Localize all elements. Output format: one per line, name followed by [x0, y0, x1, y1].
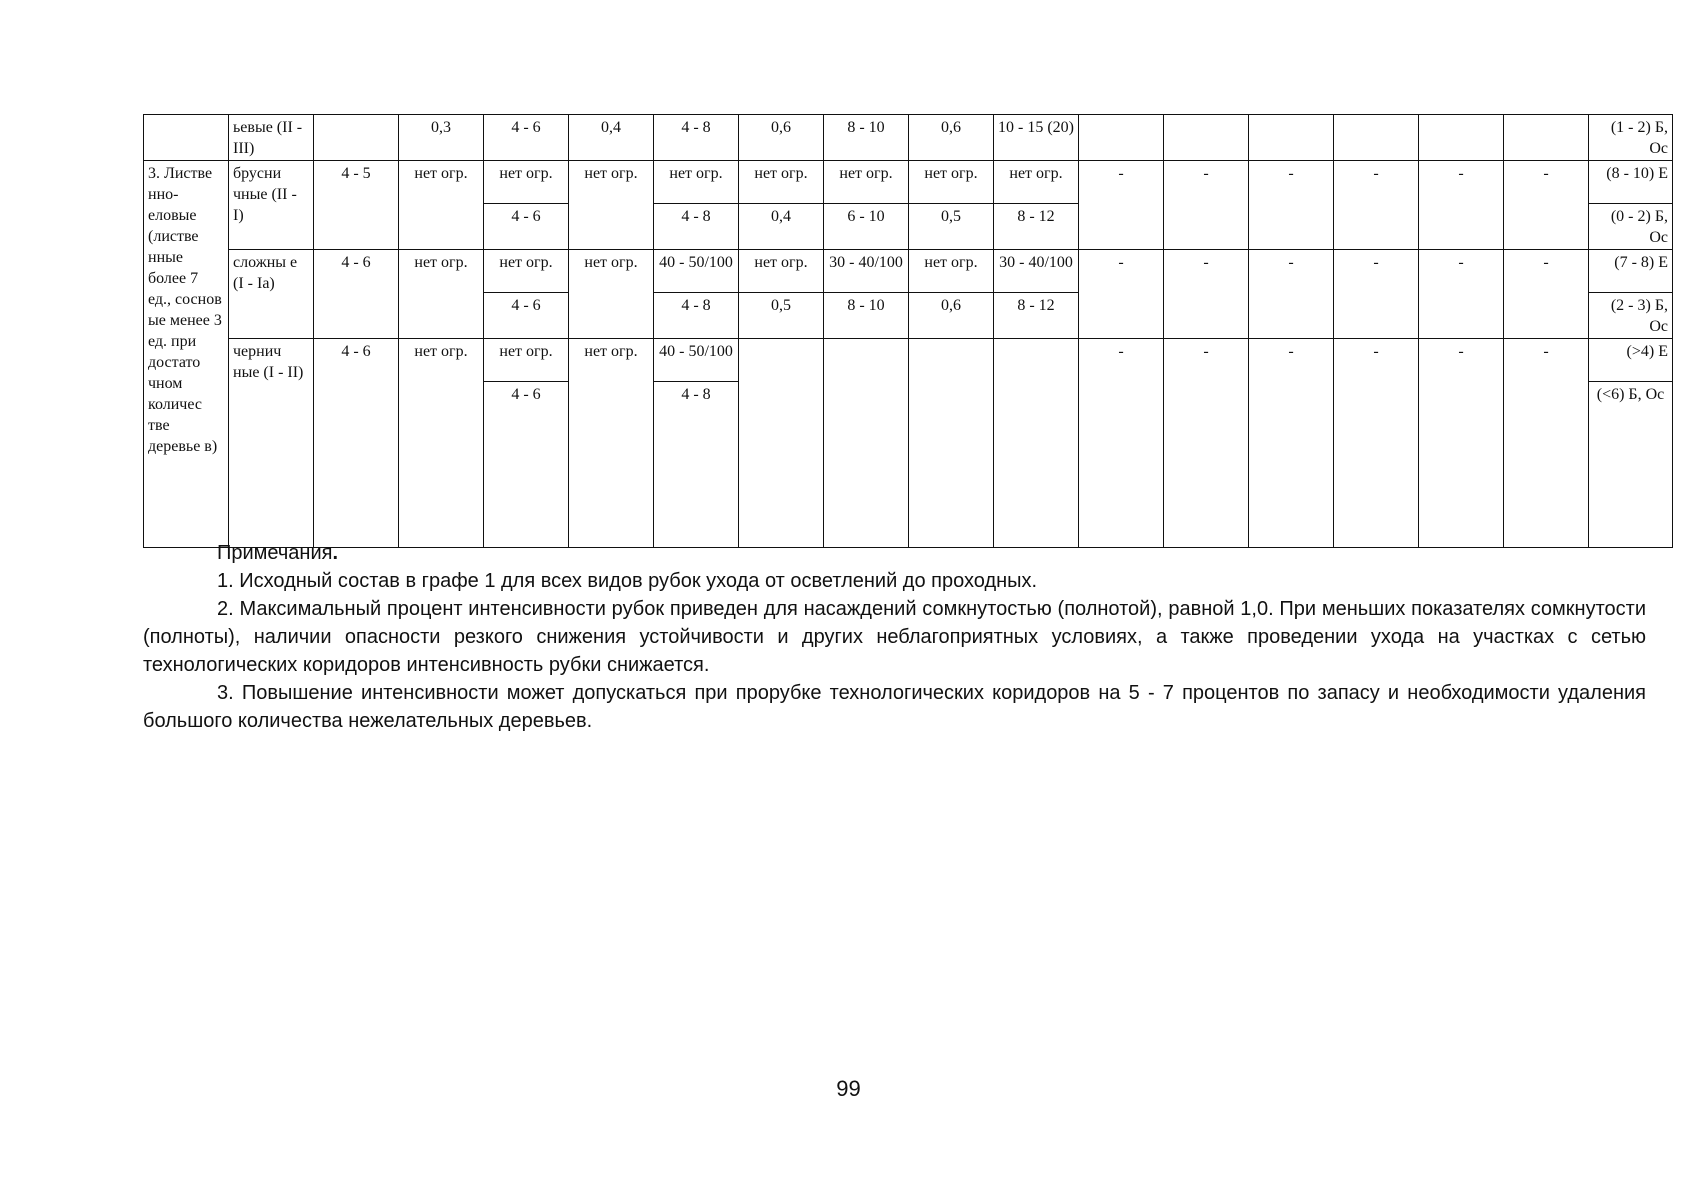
table-cell: нет огр. [484, 161, 569, 204]
table-row [144, 250, 1673, 293]
table-cell: 0,6 [909, 293, 994, 339]
table-cell: - [1249, 161, 1334, 250]
table-cell [1164, 115, 1249, 161]
table-cell: 8 - 10 [824, 115, 909, 161]
table-cell: (8 - 10) Е [1589, 161, 1673, 204]
table-cell: 0,5 [909, 204, 994, 250]
table-cell [1249, 115, 1334, 161]
table-cell: 4 - 8 [654, 293, 739, 339]
table-cell: 8 - 12 [994, 293, 1079, 339]
table-cell: (7 - 8) Е [1589, 250, 1673, 293]
table-cell: - [1164, 339, 1249, 548]
table-cell: 0,5 [739, 293, 824, 339]
table-cell: - [1079, 339, 1164, 548]
table-cell: 40 - 50/100 [654, 339, 739, 382]
table-cell: нет огр. [399, 161, 484, 250]
table-cell: нет огр. [994, 161, 1079, 204]
table-cell [1504, 115, 1589, 161]
table-cell [314, 115, 399, 161]
table-cell: 0,6 [909, 115, 994, 161]
table-cell [739, 339, 824, 548]
table-row [144, 339, 1673, 382]
table-cell: 4 - 5 [314, 161, 399, 250]
table-cell: нет огр. [569, 250, 654, 339]
table-cell: нет огр. [399, 339, 484, 548]
table-cell: сложны е (I - Ia) [229, 250, 314, 339]
note-item: 1. Исходный состав в графе 1 для всех видов рубок ухода от осветлений до проходных. [217, 570, 1038, 592]
table-cell [1079, 115, 1164, 161]
table-cell: нет огр. [399, 250, 484, 339]
table-cell: 4 - 6 [484, 293, 569, 339]
table-cell: 4 - 6 [314, 250, 399, 339]
table-cell: - [1334, 161, 1419, 250]
table-cell: 4 - 6 [314, 339, 399, 548]
table-cell: 6 - 10 [824, 204, 909, 250]
table-cell: 8 - 12 [994, 204, 1079, 250]
thinning-intensity-table [143, 114, 1673, 548]
table-cell: - [1164, 161, 1249, 250]
table-cell: 0,6 [739, 115, 824, 161]
table-cell [824, 339, 909, 548]
table-cell: 40 - 50/100 [654, 250, 739, 293]
table-cell: 0,3 [399, 115, 484, 161]
table-cell: нет огр. [569, 161, 654, 250]
table-cell: брусни чные (II - I) [229, 161, 314, 250]
table-cell: 4 - 8 [654, 115, 739, 161]
notes-title-period: . [332, 542, 339, 564]
table-cell: (>4) Е [1589, 339, 1673, 382]
table-cell: нет огр. [824, 161, 909, 204]
table-cell: нет огр. [739, 250, 824, 293]
table-cell: (<6) Б, Ос [1589, 382, 1673, 548]
notes-title-text: Примечания [217, 542, 333, 564]
table-cell: - [1419, 339, 1504, 548]
table-cell: - [1419, 250, 1504, 339]
group-label-cell: 3. Листве нно-еловые (листве нные более 7 ед., соснов ые менее 3 ед. при достато чном количес тве деревье в) [144, 161, 229, 548]
table-cell: нет огр. [909, 161, 994, 204]
table-cell: 0,4 [569, 115, 654, 161]
table-cell: чернич ные (I - II) [229, 339, 314, 548]
table-cell: нет огр. [909, 250, 994, 293]
table-row [144, 115, 1673, 161]
table-cell: 4 - 6 [484, 115, 569, 161]
table-cell: 10 - 15 (20) [994, 115, 1079, 161]
table-cell [909, 339, 994, 548]
table-cell: 4 - 6 [484, 204, 569, 250]
table-cell: нет огр. [569, 339, 654, 548]
table-cell: - [1504, 339, 1589, 548]
table-cell: - [1249, 339, 1334, 548]
table-cell [994, 339, 1079, 548]
table-cell: ьевые (II - III) [229, 115, 314, 161]
table-cell: - [1419, 161, 1504, 250]
note-item: 2. Максимальный процент интенсивности рубок приведен для насаждений сомкнутостью (полнотой), равной 1,0. При меньших показателях сомкнутости (полноты), наличии опасности резкого снижения устойчивости и других неблагоприятных условиях, а также проведении ухода на участках с сетью технологических коридоров интенсивность рубки снижается. [143, 598, 1646, 676]
note-item: 3. Повышение интенсивности может допускаться при прорубке технологических коридоров на 5 - 7 процентов по запасу и необходимости удаления большого количества нежелательных деревьев. [143, 682, 1646, 732]
notes-title [143, 539, 1646, 567]
table-cell: нет огр. [654, 161, 739, 204]
table-cell [1419, 115, 1504, 161]
table-cell [1334, 115, 1419, 161]
table-cell: - [1164, 250, 1249, 339]
table-cell: - [1504, 161, 1589, 250]
table-cell: 4 - 8 [654, 204, 739, 250]
table-cell: (0 - 2) Б, Ос [1589, 204, 1673, 250]
table-cell: - [1334, 339, 1419, 548]
table-cell: - [1334, 250, 1419, 339]
table-cell: 8 - 10 [824, 293, 909, 339]
table-cell: 30 - 40/100 [994, 250, 1079, 293]
table-cell: - [1504, 250, 1589, 339]
table-row [144, 161, 1673, 204]
table-cell: (1 - 2) Б, Ос [1589, 115, 1673, 161]
table-cell [144, 115, 229, 161]
table-cell: (2 - 3) Б, Ос [1589, 293, 1673, 339]
table-cell: 4 - 6 [484, 382, 569, 548]
table-cell: - [1249, 250, 1334, 339]
table-cell: 30 - 40/100 [824, 250, 909, 293]
table-cell: нет огр. [484, 250, 569, 293]
table-cell: нет огр. [484, 339, 569, 382]
table-cell: 0,4 [739, 204, 824, 250]
notes-section [143, 539, 1646, 735]
table-cell: - [1079, 161, 1164, 250]
page-number: 99 [836, 1076, 861, 1101]
table-cell: - [1079, 250, 1164, 339]
table-cell: 4 - 8 [654, 382, 739, 548]
table-cell: нет огр. [739, 161, 824, 204]
